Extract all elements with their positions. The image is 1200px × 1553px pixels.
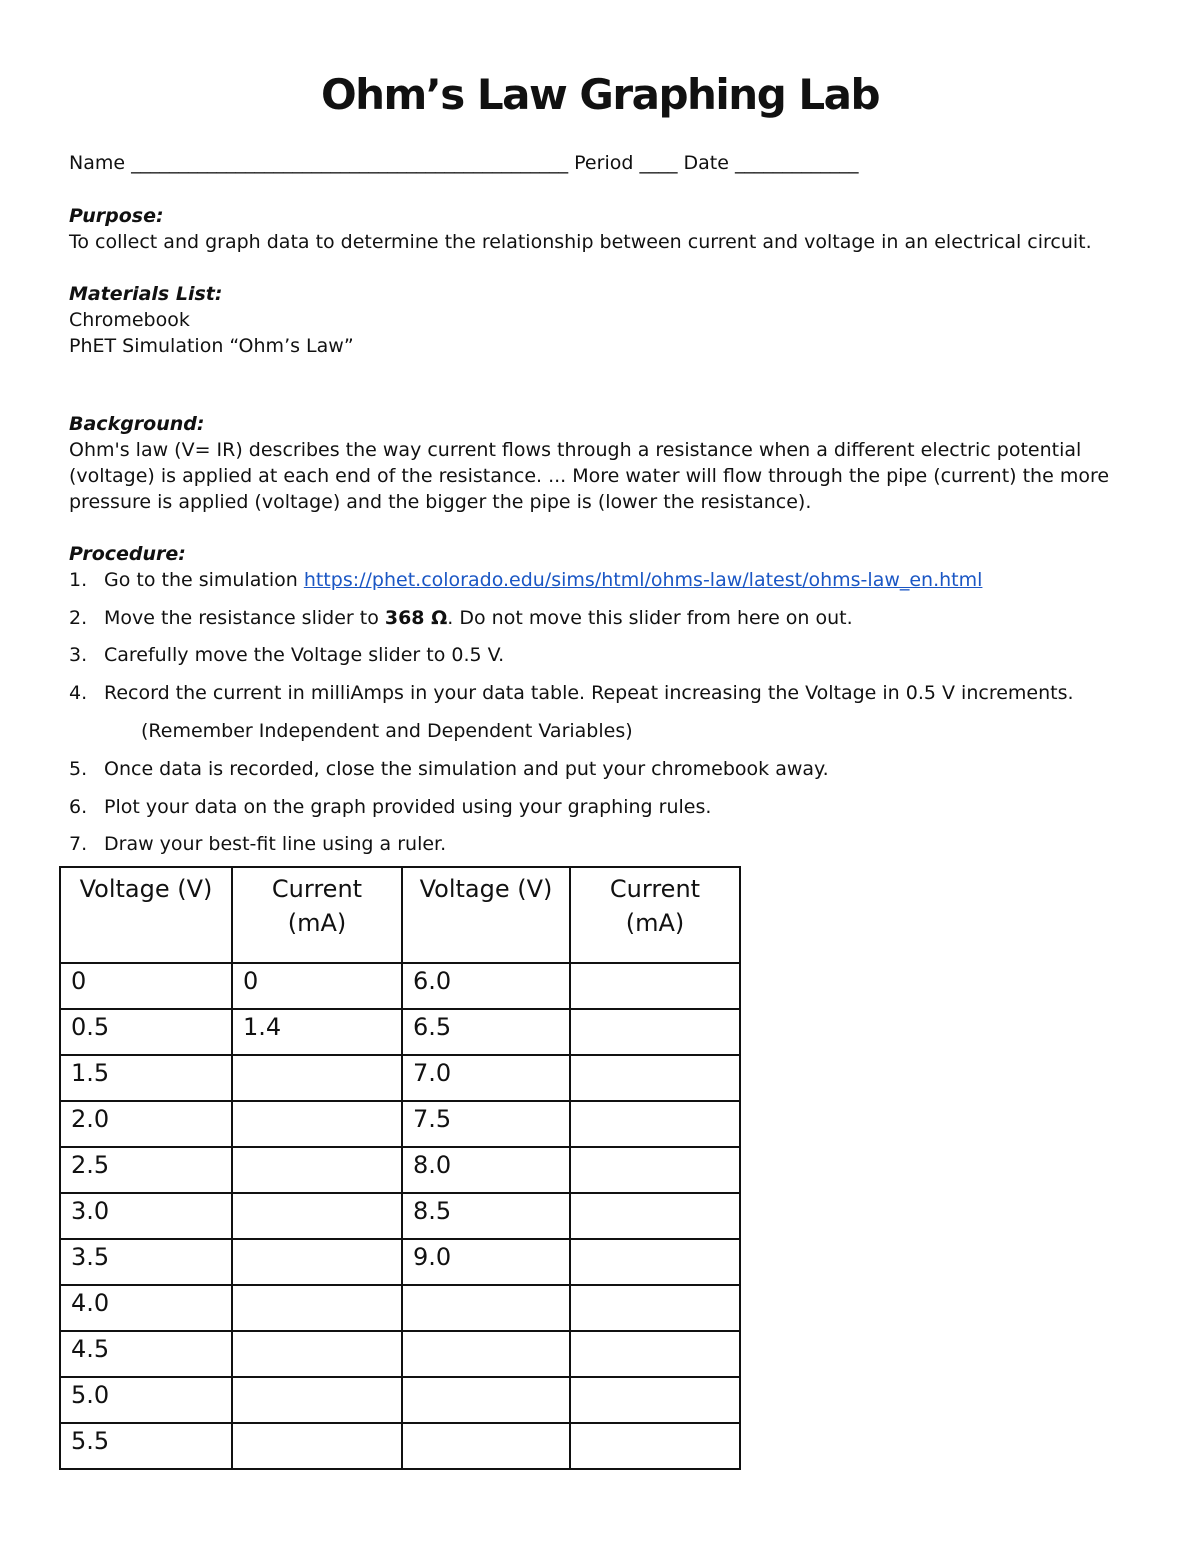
- current-cell[interactable]: [232, 1193, 402, 1239]
- current-cell[interactable]: [232, 1377, 402, 1423]
- resistance-value: 368 Ω: [384, 607, 448, 629]
- table-row: [60, 1101, 740, 1147]
- background-line: (voltage) is applied at each end of the resistance. ... More water will flow through the pipe (current) the more: [69, 465, 1110, 487]
- table-row: [60, 1377, 740, 1423]
- table-row: [60, 1147, 740, 1193]
- table-body: [60, 963, 740, 1469]
- table-row: [60, 1239, 740, 1285]
- voltage-cell[interactable]: [402, 1331, 570, 1377]
- date-blank[interactable]: _____________: [734, 152, 859, 174]
- step-number: 2.: [69, 607, 88, 629]
- purpose-text: To collect and graph data to determine the relationship between current and voltage in an electrical circuit.: [69, 231, 1092, 253]
- step-text: Draw your best-fit line using a ruler.: [104, 833, 447, 855]
- step-text: . Do not move this slider from here on out.: [447, 607, 853, 629]
- header-fields: [69, 150, 858, 176]
- procedure-step-4: [69, 680, 1074, 706]
- voltage-cell[interactable]: [402, 1377, 570, 1423]
- table-row: [60, 1009, 740, 1055]
- current-cell[interactable]: [570, 1193, 740, 1239]
- step-number: 4.: [69, 682, 88, 704]
- data-table: [59, 866, 741, 1470]
- period-label: Period: [574, 152, 634, 174]
- current-cell[interactable]: [232, 1423, 402, 1469]
- step-text: Record the current in milliAmps in your data table. Repeat increasing the Voltage in 0.5 V increments.: [104, 682, 1074, 704]
- current-cell[interactable]: [232, 1147, 402, 1193]
- procedure-step-5: [69, 756, 829, 782]
- step-text: Go to the simulation: [104, 569, 304, 591]
- table-row: [60, 1055, 740, 1101]
- column-header-current: Current (mA): [232, 867, 402, 963]
- step-text: Carefully move the Voltage slider to 0.5 V.: [104, 644, 505, 666]
- purpose-heading: Purpose:: [69, 205, 164, 227]
- current-cell: 0: [232, 963, 402, 1009]
- material-item: Chromebook: [69, 309, 190, 331]
- current-cell[interactable]: [570, 1055, 740, 1101]
- current-cell[interactable]: [570, 1101, 740, 1147]
- voltage-cell[interactable]: [402, 1285, 570, 1331]
- page-title: Ohm’s Law Graphing Lab: [320, 70, 880, 119]
- current-cell[interactable]: [570, 1377, 740, 1423]
- voltage-cell: 9.0: [402, 1239, 570, 1285]
- current-cell[interactable]: [232, 1239, 402, 1285]
- date-label: Date: [683, 152, 729, 174]
- current-cell[interactable]: [570, 1009, 740, 1055]
- voltage-cell: 0: [60, 963, 232, 1009]
- voltage-cell: 7.0: [402, 1055, 570, 1101]
- voltage-cell: 1.5: [60, 1055, 232, 1101]
- procedure-step-1: [69, 567, 982, 593]
- voltage-cell: 4.0: [60, 1285, 232, 1331]
- voltage-cell: 8.0: [402, 1147, 570, 1193]
- procedure-step-2: [69, 605, 853, 631]
- voltage-cell: 3.0: [60, 1193, 232, 1239]
- current-cell[interactable]: [232, 1331, 402, 1377]
- step-number: 1.: [69, 569, 88, 591]
- table-header-row: [60, 867, 740, 963]
- voltage-cell: 6.5: [402, 1009, 570, 1055]
- step-number: 5.: [69, 758, 88, 780]
- current-cell: 1.4: [232, 1009, 402, 1055]
- procedure-step-7: [69, 831, 446, 857]
- step-text: Move the resistance slider to: [104, 607, 385, 629]
- column-header-current: Current (mA): [570, 867, 740, 963]
- voltage-cell: 3.5: [60, 1239, 232, 1285]
- current-cell[interactable]: [570, 1239, 740, 1285]
- column-header-voltage: Voltage (V): [60, 867, 232, 963]
- procedure-heading: Procedure:: [69, 543, 186, 565]
- background-line: Ohm's law (V= IR) describes the way current flows through a resistance when a different electric potential: [69, 439, 1082, 461]
- voltage-cell: 6.0: [402, 963, 570, 1009]
- voltage-cell: 4.5: [60, 1331, 232, 1377]
- background-heading: Background:: [69, 413, 205, 435]
- voltage-cell: 5.0: [60, 1377, 232, 1423]
- step-text: Plot your data on the graph provided using your graphing rules.: [104, 796, 712, 818]
- procedure-step-6: [69, 794, 711, 820]
- table-row: [60, 1423, 740, 1469]
- current-cell[interactable]: [232, 1285, 402, 1331]
- simulation-link[interactable]: https://phet.colorado.edu/sims/html/ohms-law/latest/ohms-law_en.html: [303, 569, 983, 591]
- table-row: [60, 963, 740, 1009]
- step-number: 7.: [69, 833, 88, 855]
- table-row: [60, 1285, 740, 1331]
- step-number: 6.: [69, 796, 88, 818]
- voltage-cell: 2.0: [60, 1101, 232, 1147]
- table-row: [60, 1331, 740, 1377]
- voltage-cell: 0.5: [60, 1009, 232, 1055]
- step-number: 3.: [69, 644, 88, 666]
- voltage-cell: 2.5: [60, 1147, 232, 1193]
- current-cell[interactable]: [570, 1285, 740, 1331]
- voltage-cell: 8.5: [402, 1193, 570, 1239]
- column-header-voltage: Voltage (V): [402, 867, 570, 963]
- voltage-cell[interactable]: [402, 1423, 570, 1469]
- current-cell[interactable]: [232, 1101, 402, 1147]
- voltage-cell: 5.5: [60, 1423, 232, 1469]
- background-line: pressure is applied (voltage) and the bigger the pipe is (lower the resistance).: [69, 491, 812, 513]
- current-cell[interactable]: [570, 1331, 740, 1377]
- current-cell[interactable]: [570, 963, 740, 1009]
- name-blank[interactable]: ______________________________________________: [131, 152, 569, 174]
- table-row: [60, 1193, 740, 1239]
- voltage-cell: 7.5: [402, 1101, 570, 1147]
- period-blank[interactable]: ____: [639, 152, 678, 174]
- procedure-step-3: [69, 642, 504, 668]
- current-cell[interactable]: [570, 1147, 740, 1193]
- materials-heading: Materials List:: [69, 283, 223, 305]
- current-cell[interactable]: [570, 1423, 740, 1469]
- current-cell[interactable]: [232, 1055, 402, 1101]
- procedure-step-4-note: (Remember Independent and Dependent Variables): [141, 720, 633, 742]
- step-text: Once data is recorded, close the simulation and put your chromebook away.: [104, 758, 829, 780]
- material-item: PhET Simulation “Ohm’s Law”: [69, 335, 354, 357]
- name-label: Name: [69, 152, 126, 174]
